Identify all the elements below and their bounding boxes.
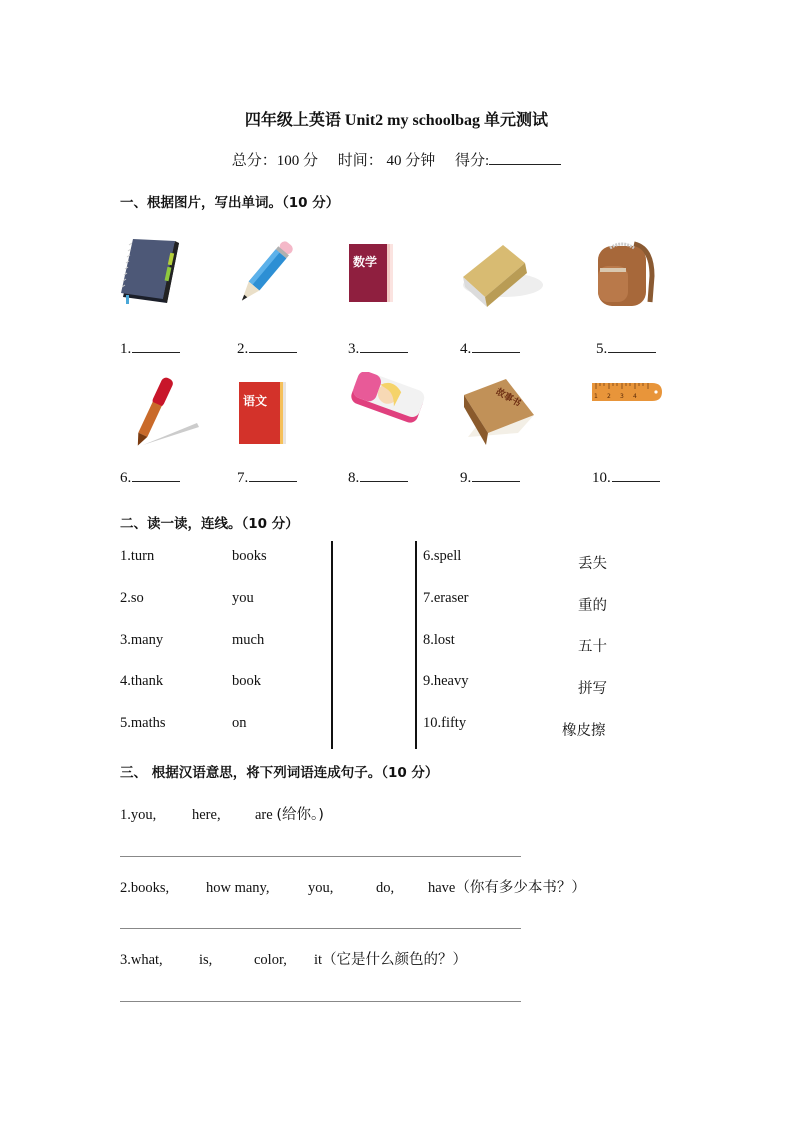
- match-english-word[interactable]: 6.spell: [423, 548, 462, 564]
- item-6-label: 6.: [120, 469, 180, 487]
- item-10-label: 10.: [592, 469, 660, 487]
- eraser-icon: [455, 235, 525, 310]
- answer-blank-2[interactable]: [249, 340, 297, 353]
- item-4-label: 4.: [460, 340, 520, 358]
- section3-heading: 三、 根据汉语意思，将下列词语连成句子。（10 分）: [120, 765, 439, 781]
- item-3-label: 3.: [348, 340, 408, 358]
- math-book-icon: [343, 238, 413, 313]
- match-english-word[interactable]: 10.fifty: [423, 715, 467, 731]
- answer-blank-10[interactable]: [612, 469, 660, 482]
- section2-heading: 二、读一读，连线。（10 分）: [120, 516, 299, 532]
- match-chinese-word[interactable]: 丢失: [578, 556, 607, 572]
- answer-blank-1[interactable]: [132, 340, 180, 353]
- match-pair-word[interactable]: much: [232, 632, 265, 648]
- sentence-2: 2.books, how many, you, do, have（你有多少本书？）: [120, 880, 586, 896]
- item-1-label: 1.: [120, 340, 180, 358]
- match-english-word[interactable]: 7.eraser: [423, 590, 469, 606]
- chinese-book-text: 语文: [243, 394, 268, 408]
- match-pair-word[interactable]: books: [232, 548, 267, 564]
- notebook-icon: [117, 235, 187, 310]
- item-9-label: 9.: [460, 469, 520, 487]
- answer-line-1[interactable]: [120, 856, 521, 857]
- sentence-1: 1.you, here, are (给你。): [120, 807, 324, 823]
- match-english-word[interactable]: 8.lost: [423, 632, 455, 648]
- score-blank[interactable]: [489, 150, 561, 165]
- storybook-icon: [460, 375, 530, 450]
- item-2-label: 2.: [237, 340, 297, 358]
- answer-blank-9[interactable]: [472, 469, 520, 482]
- match-chinese-word[interactable]: 拼写: [578, 681, 607, 697]
- match-pair-word[interactable]: book: [232, 673, 261, 689]
- answer-blank-5[interactable]: [608, 340, 656, 353]
- item-5-label: 5.: [596, 340, 656, 358]
- answer-blank-8[interactable]: [360, 469, 408, 482]
- match-left-word[interactable]: 2.so: [120, 590, 144, 606]
- match-left-word[interactable]: 4.thank: [120, 673, 164, 689]
- item-7-label: 7.: [237, 469, 297, 487]
- match-chinese-word[interactable]: 五十: [578, 639, 607, 655]
- schoolbag-icon: [590, 236, 660, 311]
- match-left-word[interactable]: 1.turn: [120, 548, 155, 564]
- answer-line-2[interactable]: [120, 928, 521, 929]
- total-score: 总分：100 分: [231, 153, 319, 169]
- section1-heading: 一、根据图片，写出单词。（10 分）: [120, 195, 340, 211]
- answer-blank-4[interactable]: [472, 340, 520, 353]
- ruler-icon: [590, 380, 665, 405]
- divider-left: [331, 541, 333, 749]
- match-english-word[interactable]: 9.heavy: [423, 673, 469, 689]
- answer-blank-6[interactable]: [132, 469, 180, 482]
- svg-text:3: 3: [620, 393, 624, 400]
- match-chinese-word[interactable]: 橡皮擦: [562, 723, 606, 739]
- pencil-icon: [230, 235, 300, 310]
- time-limit: 时间： 40 分钟: [337, 153, 436, 169]
- score-field: 得分:: [455, 153, 561, 169]
- answer-blank-3[interactable]: [360, 340, 408, 353]
- chinese-book-icon: [236, 380, 306, 455]
- answer-blank-7[interactable]: [249, 469, 297, 482]
- exam-info: [0, 149, 793, 170]
- sentence-3: 3.what, is, color, it（它是什么颜色的？）: [120, 952, 468, 968]
- match-chinese-word[interactable]: 重的: [578, 598, 607, 614]
- storybook-text: 故事书: [493, 387, 523, 410]
- match-pair-word[interactable]: on: [232, 715, 247, 731]
- svg-text:4: 4: [633, 393, 637, 400]
- pencil-box-icon: [347, 372, 417, 447]
- pen-icon: [125, 375, 195, 450]
- svg-text:1: 1: [594, 393, 598, 400]
- match-left-word[interactable]: 5.maths: [120, 715, 166, 731]
- answer-line-3[interactable]: [120, 1001, 521, 1002]
- divider-right: [415, 541, 417, 749]
- page-title: 四年级上英语 Unit2 my schoolbag 单元测试: [244, 112, 549, 129]
- match-left-word[interactable]: 3.many: [120, 632, 164, 648]
- item-8-label: 8.: [348, 469, 408, 487]
- match-pair-word[interactable]: you: [232, 590, 254, 606]
- math-book-text: 数学: [353, 255, 378, 269]
- svg-text:2: 2: [607, 393, 611, 400]
